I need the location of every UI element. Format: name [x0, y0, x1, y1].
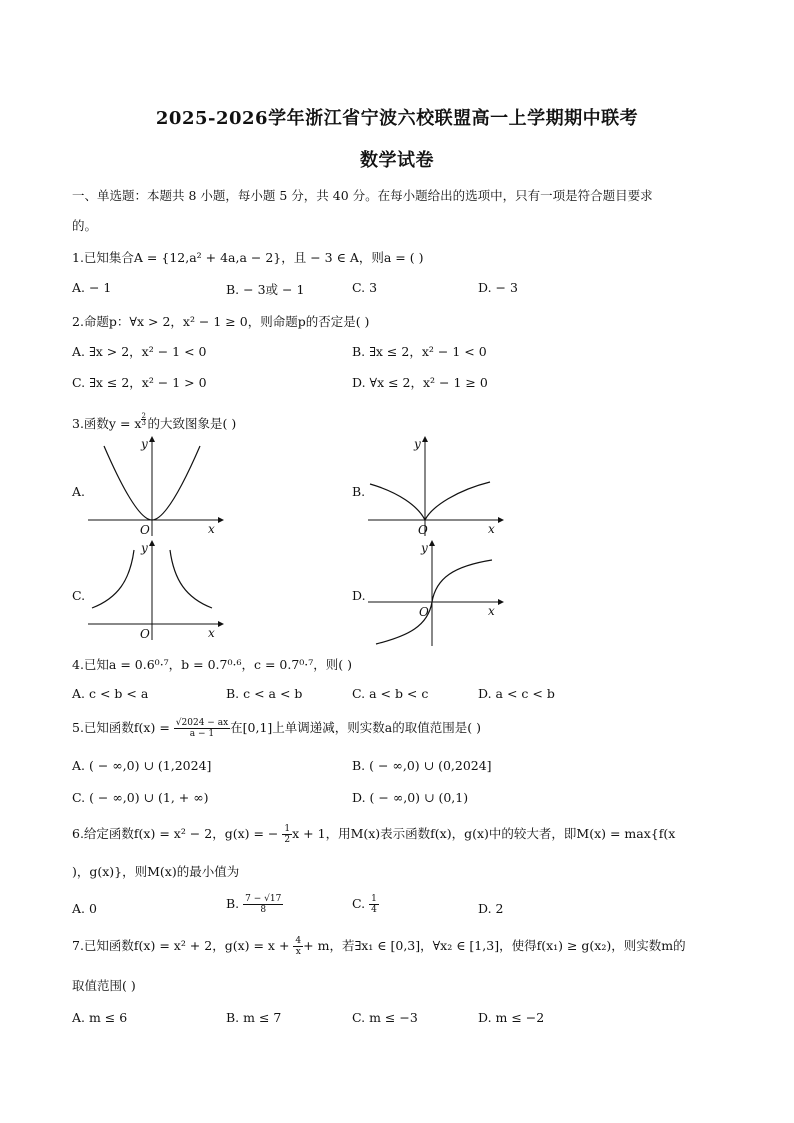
question-7-option-c: C. m ≤ −3 — [352, 1010, 418, 1025]
graph-a-origin: O — [140, 523, 150, 537]
question-3-exponent-den: 3 — [141, 419, 146, 427]
question-1-option-c: C. 3 — [352, 280, 378, 295]
graph-c-x-label: x — [208, 626, 215, 640]
question-3-stem-b: 的大致图象是( ) — [147, 416, 237, 431]
graph-c — [88, 540, 224, 640]
question-2-option-c: C. ∃x ≤ 2，x² − 1 > 0 — [72, 375, 207, 390]
question-6-fraction-den: 2 — [284, 835, 291, 845]
question-3-stem-a: 3.函数y = x — [72, 416, 142, 431]
graph-b-y-label: y — [414, 437, 421, 451]
question-3-option-a: A. — [72, 484, 86, 499]
question-6-fraction-num: 1 — [284, 824, 291, 834]
graph-d-x-label: x — [488, 604, 495, 618]
graph-c-y-label: y — [141, 541, 148, 555]
question-5-option-d: D. ( − ∞,0) ∪ (0,1) — [352, 790, 469, 805]
question-5-fraction-num: √2024 − ax — [175, 718, 229, 728]
graph-a — [88, 436, 224, 536]
question-6-stem-line1 — [72, 824, 675, 845]
graph-d-y-label: y — [421, 541, 428, 555]
question-7-stem-a: 7.已知函数f(x) = x² + 2，g(x) = x + — [72, 938, 290, 953]
question-4-option-c: C. a < b < c — [352, 686, 429, 701]
graph-d-origin: O — [419, 605, 429, 619]
question-1-stem: 1.已知集合A = {12,a² + 4a,a − 2}，且 − 3 ∈ A，则a = ( ) — [72, 250, 424, 265]
question-6-option-b-label: B. — [226, 896, 240, 911]
question-3-option-d: D. — [352, 588, 366, 603]
question-7-option-d: D. m ≤ −2 — [478, 1010, 545, 1025]
question-3-exponent-num: 2 — [141, 412, 146, 420]
question-6-option-b-den: 8 — [260, 905, 267, 915]
question-3-option-b: B. — [352, 484, 366, 499]
question-5-option-b: B. ( − ∞,0) ∪ (0,2024] — [352, 758, 492, 773]
question-4-stem: 4.已知a = 0.6⁰·⁷，b = 0.7⁰·⁶，c = 0.7⁰·⁷，则( ) — [72, 657, 352, 672]
graph-b-x-label: x — [488, 522, 495, 536]
question-2-option-b: B. ∃x ≤ 2，x² − 1 < 0 — [352, 344, 487, 359]
graph-b — [368, 436, 504, 536]
question-2-option-d: D. ∀x ≤ 2，x² − 1 ≥ 0 — [352, 375, 488, 390]
question-1-option-d: D. − 3 — [478, 280, 518, 295]
exam-subtitle: 数学试卷 — [360, 150, 434, 171]
question-6-option-b-fraction — [243, 894, 283, 915]
question-5-stem — [72, 718, 481, 739]
question-4-option-b: B. c < a < b — [226, 686, 303, 701]
question-6-option-a: A. 0 — [72, 901, 97, 916]
question-7-fraction — [293, 936, 303, 957]
question-2-option-a: A. ∃x > 2，x² − 1 < 0 — [72, 344, 207, 359]
question-7-option-a: A. m ≤ 6 — [72, 1010, 128, 1025]
graph-a-x-label: x — [208, 522, 215, 536]
question-5-stem-a: 5.已知函数f(x) = — [72, 720, 170, 735]
question-5-option-a: A. ( − ∞,0) ∪ (1,2024] — [72, 758, 212, 773]
question-7-fraction-num: 4 — [295, 936, 302, 946]
question-7-stem-line2: 取值范围( ) — [72, 978, 136, 993]
question-3-option-c: C. — [72, 588, 86, 603]
question-7-option-b: B. m ≤ 7 — [226, 1010, 282, 1025]
question-6-stem-line2: )，g(x)}，则M(x)的最小值为 — [72, 864, 240, 879]
section-instruction-line2: 的。 — [72, 218, 98, 233]
question-5-fraction — [174, 718, 230, 739]
question-4-option-d: D. a < c < b — [478, 686, 555, 701]
question-6-option-c-label: C. — [352, 896, 366, 911]
question-3-stem — [72, 414, 236, 432]
question-6-option-d: D. 2 — [478, 901, 504, 916]
question-6-option-c-num: 1 — [371, 894, 377, 904]
question-6-stem-b: x + 1，用M(x)表示函数f(x)，g(x)中的较大者，即M(x) = max{f(x — [292, 826, 676, 841]
graph-b-origin: O — [418, 523, 428, 537]
question-5-fraction-den: a − 1 — [189, 729, 215, 739]
question-6-option-b-num: 7 − √17 — [245, 894, 282, 904]
question-5-option-c: C. ( − ∞,0) ∪ (1, + ∞) — [72, 790, 209, 805]
question-6-fraction — [282, 824, 292, 845]
question-6-option-c-fraction — [369, 894, 379, 915]
graph-d — [368, 540, 504, 648]
question-7-stem-line1 — [72, 936, 686, 957]
graph-c-origin: O — [140, 627, 150, 641]
question-5-stem-b: 在[0,1]上单调递减，则实数a的取值范围是( ) — [230, 720, 481, 735]
question-7-stem-b: + m，若∃x₁ ∈ [0,3]，∀x₂ ∈ [1,3]，使得f(x₁) ≥ g(x₂)，则实数m的 — [303, 938, 686, 953]
question-1-option-b: B. − 3或 − 1 — [226, 282, 305, 297]
graph-a-y-label: y — [141, 437, 148, 451]
question-4-option-a: A. c < b < a — [72, 686, 149, 701]
question-6-stem-a: 6.给定函数f(x) = x² − 2，g(x) = − — [72, 826, 279, 841]
question-7-fraction-den: x — [295, 947, 301, 957]
section-instruction-line1: 一、单选题：本题共 8 小题，每小题 5 分，共 40 分。在每小题给出的选项中，只有一项是符合题目要求 — [72, 188, 653, 203]
question-6-option-b — [226, 894, 283, 915]
question-2-stem: 2.命题p：∀x > 2，x² − 1 ≥ 0，则命题p的否定是( ) — [72, 314, 370, 329]
question-1-option-a: A. − 1 — [72, 280, 112, 295]
question-6-option-c-den: 4 — [371, 905, 377, 915]
question-6-option-c — [352, 894, 379, 915]
exam-title: 2025-2026学年浙江省宁波六校联盟高一上学期期中联考 — [155, 108, 639, 129]
